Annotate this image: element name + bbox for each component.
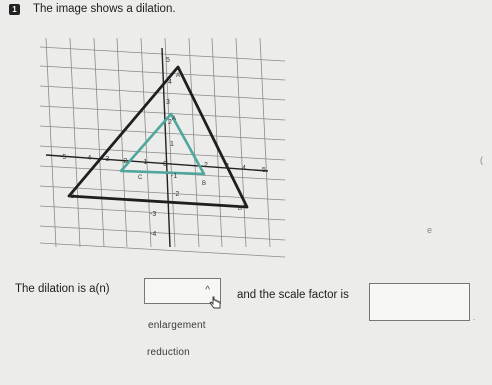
stray-mark: e	[427, 225, 433, 235]
scale-factor-prompt: and the scale factor is	[237, 289, 349, 301]
grid-line-vertical	[70, 38, 80, 247]
pointer-hand-icon	[208, 296, 222, 310]
x-tick-label: -5	[60, 154, 67, 161]
y-tick-label: -2	[173, 191, 180, 198]
x-tick-label: -2	[121, 158, 128, 165]
vertex-label-outer-c: C	[70, 194, 75, 200]
grid-line-horizontal	[40, 206, 285, 220]
vertex-label-outer-a: A	[176, 73, 181, 79]
y-tick-label: -1	[171, 173, 178, 180]
chevron-up-icon: ^	[205, 285, 210, 296]
scale-factor-input[interactable]	[369, 283, 470, 321]
dropdown-option-enlargement[interactable]: enlargement	[148, 320, 206, 331]
stray-mark: .	[473, 313, 476, 322]
y-tick-label: -3	[150, 211, 157, 218]
grid-line-vertical	[260, 38, 270, 247]
question-prompt: The image shows a dilation.	[33, 3, 176, 15]
y-tick-label: -4	[150, 231, 157, 238]
grid-line-vertical	[236, 38, 246, 247]
dilation-prompt: The dilation is a(n)	[15, 283, 110, 295]
grid-line-vertical	[189, 38, 199, 247]
x-tick-label: -4	[85, 155, 92, 162]
grid-line-vertical	[46, 38, 56, 247]
grid-line-vertical	[117, 38, 127, 247]
y-tick-label: 2	[168, 119, 172, 126]
grid-line-horizontal	[40, 226, 285, 240]
vertex-label-inner-a: A	[172, 116, 177, 122]
x-tick-label: 4	[242, 165, 246, 172]
x-tick-label: 0	[163, 161, 167, 168]
y-tick-label: 4	[168, 79, 172, 86]
vertex-label-outer-b: B	[238, 206, 243, 212]
x-tick-label: 2	[204, 162, 208, 169]
x-tick-label: 5	[262, 167, 266, 174]
vertex-label-inner-c: C	[138, 175, 143, 181]
x-tick-label: 3	[225, 163, 229, 170]
vertex-label-inner-b: B	[202, 181, 207, 187]
grid-line-horizontal	[40, 243, 285, 257]
grid-line-horizontal	[40, 86, 285, 100]
y-tick-label: 5	[166, 57, 170, 64]
grid-line-horizontal	[40, 106, 285, 120]
y-tick-label: 3	[166, 99, 170, 106]
question-number-badge: 1	[9, 4, 20, 15]
x-tick-label: -1	[141, 159, 148, 166]
outer-triangle	[69, 67, 247, 207]
x-tick-label: -3	[103, 156, 110, 163]
y-tick-label: 1	[170, 141, 174, 148]
grid-line-horizontal	[40, 126, 285, 140]
dropdown-option-reduction[interactable]: reduction	[147, 347, 190, 358]
stray-mark: (	[480, 155, 483, 165]
